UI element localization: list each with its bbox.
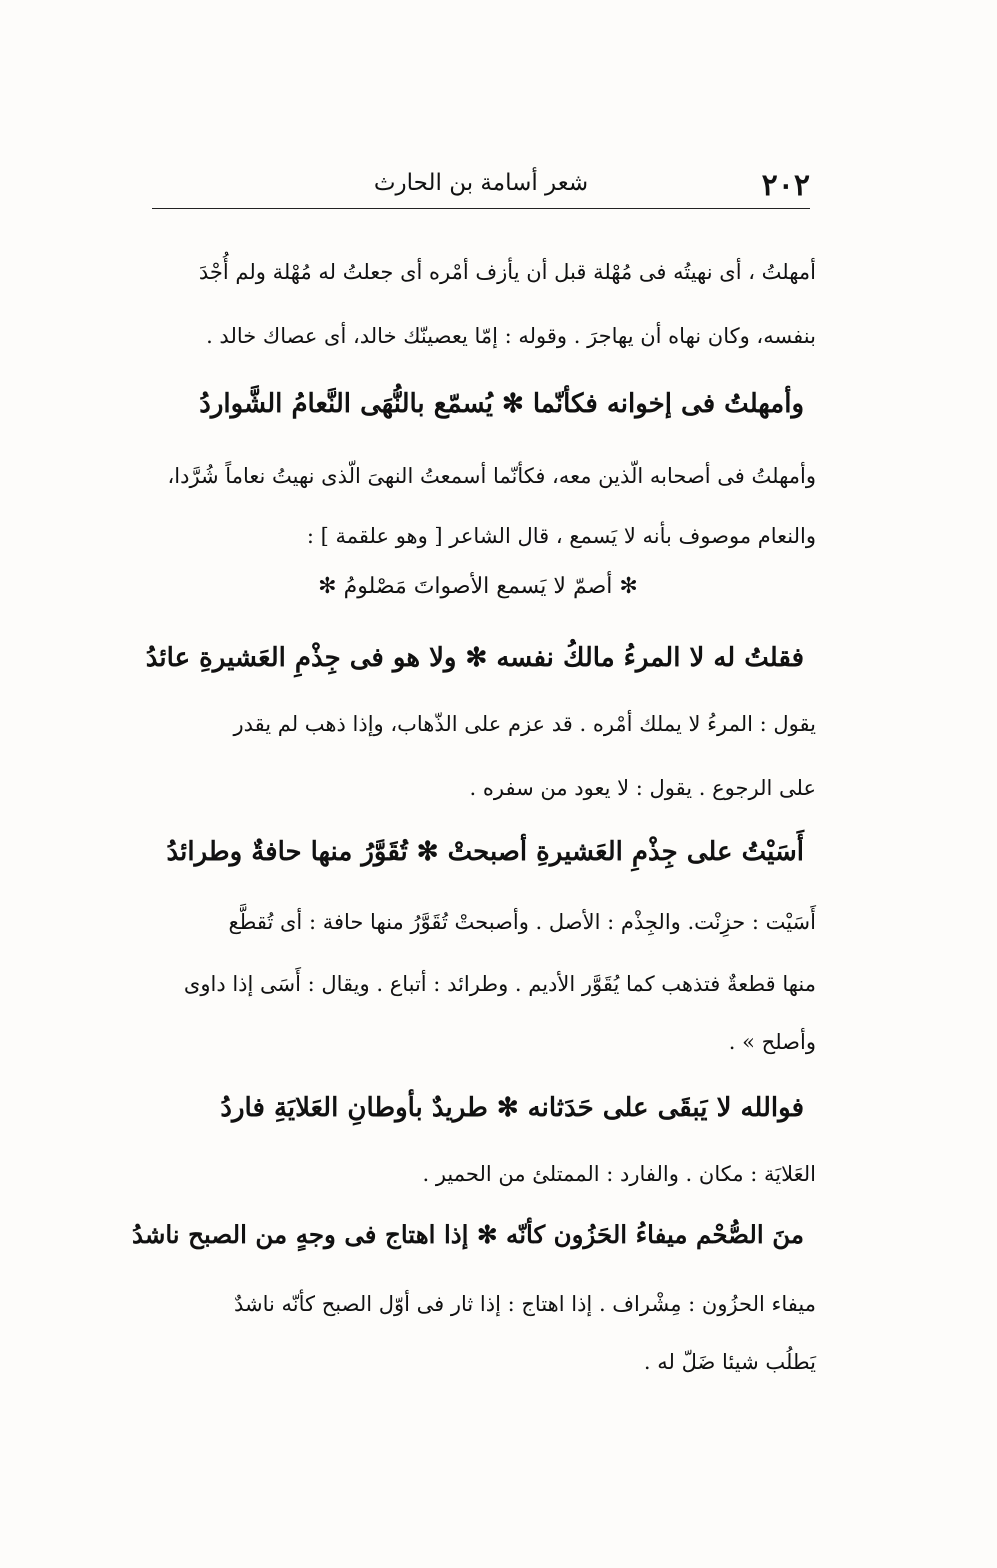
poem-verse: منَ الصُّحْم ميفاءُ الحَزُون كأنّه ✻ إذا اهتاج فى وجهٍ من الصبح ناشدُ <box>131 1220 804 1249</box>
commentary-line: وأمهلتُ فى أصحابه الّذين معه، فكأنّما أسمعتُ النهىَ الّذى نهيتُ نعاماً شُرَّدا، <box>167 464 816 488</box>
poem-verse: وأمهلتُ فى إخوانه فكأنّما ✻ يُسمّع بالنُّهَى النَّعامُ الشَّواردُ <box>199 389 804 419</box>
commentary-line: وأصلح » . <box>728 1030 816 1054</box>
commentary-line: على الرجوع . يقول : لا يعود من سفره . <box>469 776 816 800</box>
poem-verse: فقلتُ له لا المرءُ مالكُ نفسه ✻ ولا هو فى جِذْمِ العَشيرةِ عائدُ <box>145 643 804 673</box>
commentary-line: العَلايَة : مكان . والفارد : الممتلئ من الحمير . <box>422 1162 816 1186</box>
commentary-line: أمهلتُ ، أى نهيتُه فى مُهْلة قبل أن يأزف أمْره أى جعلتُ له مُهْلة ولم أُجْدَ <box>198 260 816 284</box>
running-title: شعر أسامة بن الحارث <box>373 170 589 196</box>
poem-verse: فوالله لا يَبقَى على حَدَثانه ✻ طريدٌ بأوطانِ العَلايَةِ فاردُ <box>220 1093 804 1123</box>
poem-verse: أَسَيْتُ على جِذْمِ العَشيرةِ أصبحتْ ✻ تُقَوَّرُ منها حافةٌ وطرائدُ <box>166 837 804 867</box>
commentary-line: منها قطعةٌ فتذهب كما يُقَوَّر الأديم . وطرائد : أتباع . ويقال : أَسَى إذا داوى <box>183 972 816 996</box>
page-number: ٢٠٢ <box>761 168 810 203</box>
commentary-line: يقول : المرءُ لا يملك أمْره . قد عزم على الذّهاب، وإذا ذهب لم يقدر <box>233 712 816 736</box>
cited-half-verse: ✻ أصمّ لا يَسمع الأصواتَ مَصْلومُ ✻ <box>318 574 638 599</box>
page-header <box>152 162 810 209</box>
commentary-line: ميفاء الحزُون : مِشْراف . إذا اهتاج : إذا ثار فى أوّل الصبح كأنّه ناشدٌ <box>234 1292 816 1316</box>
commentary-line: بنفسه، وكان نهاه أن يهاجرَ . وقوله : إمّا يعصينّك خالد، أى عصاك خالد . <box>206 324 816 348</box>
commentary-line: يَطلُب شيئا ضَلّ له . <box>643 1350 816 1374</box>
commentary-line: والنعام موصوف بأنه لا يَسمع ، قال الشاعر [ وهو علقمة ] : <box>306 524 816 548</box>
commentary-line: أَسَيْت : حزِنْت. والجِذْم : الأصل . وأصبحتْ تُقَوَّرُ منها حافة : أى تُقطَّع <box>228 910 816 934</box>
